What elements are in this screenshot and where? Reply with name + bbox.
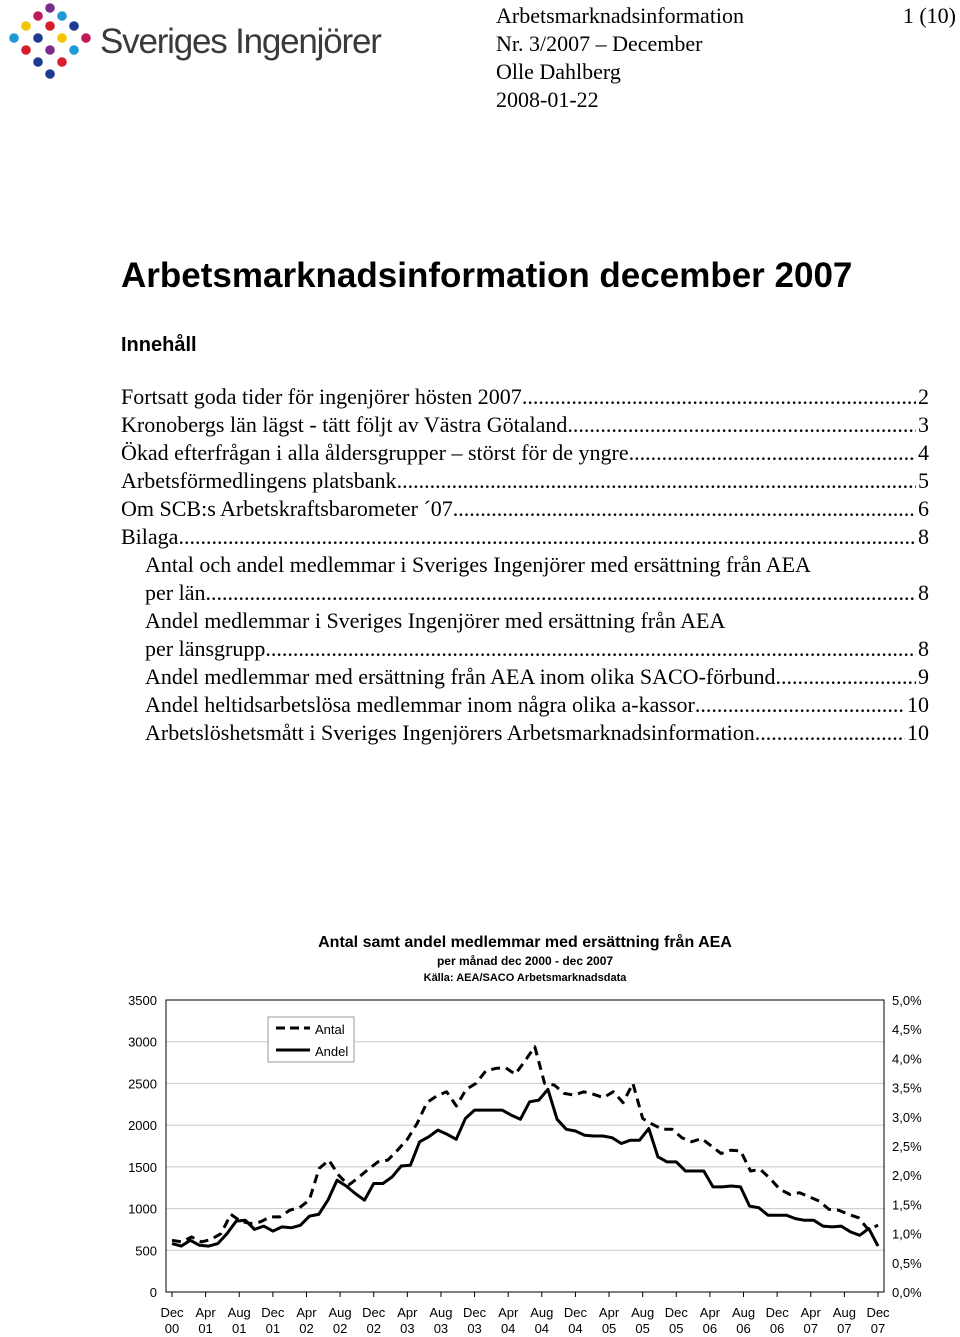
document-header: [496, 2, 744, 114]
x-tick-label-year: 06: [736, 1321, 751, 1336]
x-tick-label-year: 00: [164, 1321, 180, 1336]
legend-antal-label: Antal: [315, 1022, 345, 1037]
y-left-tick-label: 500: [135, 1243, 157, 1259]
toc-leader-dots: [567, 411, 916, 439]
y-right-tick-label: 0,5%: [892, 1255, 922, 1271]
toc-entry-text: Kronobergs län lägst - tätt följt av Västra Götaland: [121, 412, 568, 437]
toc-entry-text: Om SCB:s Arbetskraftsbarometer ´07: [121, 496, 453, 521]
x-tick-label-month: Aug: [631, 1305, 655, 1320]
x-tick-label-month: Aug: [832, 1305, 856, 1320]
logo-dots-icon: [4, 0, 100, 86]
table-of-contents: [121, 383, 929, 747]
y-left-tick-label: 2500: [128, 1076, 157, 1092]
header-line-issue: Nr. 3/2007 – December: [496, 31, 703, 56]
x-tick-label-year: 05: [601, 1321, 617, 1336]
toc-entry-text: Bilaga: [121, 524, 179, 549]
sveriges-ingenjorer-logo: [4, 0, 404, 86]
x-tick-label-year: 02: [366, 1321, 381, 1336]
toc-entry[interactable]: [121, 411, 929, 439]
chart-series: [172, 1047, 878, 1246]
y-right-tick-label: 5,0%: [892, 993, 922, 1008]
toc-entry-text: per län: [145, 580, 206, 605]
x-tick-label-year: 03: [433, 1321, 449, 1336]
x-tick-label-month: Aug: [429, 1305, 453, 1320]
toc-entry-page: 10: [907, 692, 929, 717]
document-title: Arbetsmarknadsinformation december 2007: [121, 256, 853, 295]
toc-entry-text: per länsgrupp: [145, 636, 266, 661]
y-right-tick-label: 2,5%: [892, 1139, 922, 1154]
x-tick-label-month: Apr: [598, 1305, 620, 1320]
x-axis: [160, 1292, 890, 1336]
x-tick-label-month: Aug: [731, 1305, 756, 1320]
toc-entry-page: 8: [918, 580, 929, 605]
y-axis-right: [892, 993, 922, 1300]
x-tick-label-month: Apr: [296, 1305, 317, 1320]
y-right-tick-label: 3,5%: [892, 1080, 922, 1096]
toc-entry[interactable]: [121, 663, 929, 691]
x-tick-label-year: 05: [669, 1321, 684, 1336]
toc-leader-dots: [178, 523, 916, 551]
toc-entry-page: 10: [907, 720, 929, 745]
chart-gridlines: [166, 1042, 884, 1251]
x-tick-label-year: 06: [702, 1321, 718, 1336]
chart-legend: [268, 1017, 354, 1062]
toc-entry[interactable]: [121, 551, 929, 579]
toc-entry-page: 6: [918, 496, 929, 521]
x-tick-label-year: 07: [803, 1321, 818, 1336]
toc-entry[interactable]: [121, 607, 929, 635]
y-right-tick-label: 1,0%: [892, 1226, 922, 1242]
y-right-tick-label: 4,0%: [892, 1051, 922, 1067]
x-tick-label-month: Apr: [195, 1305, 216, 1320]
toc-leader-dots: [695, 691, 905, 719]
toc-entry[interactable]: [121, 635, 929, 663]
toc-entry-text: Arbetslöshetsmått i Sveriges Ingenjörers Arbetsmarknadsinformation: [145, 720, 755, 745]
series-line-andel: [172, 1089, 878, 1246]
y-left-tick-label: 3000: [128, 1034, 157, 1050]
x-tick-label-month: Dec: [765, 1305, 789, 1320]
x-tick-label-month: Apr: [800, 1305, 821, 1320]
toc-entry-text: Andel medlemmar med ersättning från AEA inom olika SACO-förbund: [145, 664, 776, 689]
aea-chart: [0, 920, 960, 1337]
toc-entry[interactable]: [121, 439, 929, 467]
x-tick-label-month: Aug: [227, 1305, 251, 1320]
toc-entry[interactable]: [121, 495, 929, 523]
y-left-tick-label: 1500: [128, 1159, 157, 1175]
x-tick-label-year: 04: [568, 1321, 583, 1336]
x-tick-label-month: Dec: [160, 1305, 184, 1320]
toc-entry-text: Ökad efterfrågan i alla åldersgrupper – störst för de yngre: [121, 440, 629, 465]
header-line-date: 2008-01-22: [496, 87, 599, 112]
x-tick-label-year: 04: [500, 1321, 516, 1336]
toc-leader-dots: [397, 467, 916, 495]
toc-entry-text: Andel medlemmar i Sveriges Ingenjörer med ersättning från AEA: [145, 608, 726, 633]
x-tick-label-year: 01: [265, 1321, 281, 1336]
y-right-tick-label: 1,5%: [892, 1197, 922, 1213]
toc-leader-dots: [755, 719, 905, 747]
x-tick-label-month: Apr: [397, 1305, 418, 1320]
toc-entry-page: 5: [918, 468, 929, 493]
toc-entry-page: 8: [918, 636, 929, 661]
toc-entry[interactable]: [121, 523, 929, 551]
x-tick-label-month: Apr: [498, 1305, 519, 1320]
x-tick-label-month: Dec: [664, 1305, 688, 1320]
toc-entry-page: 3: [918, 412, 929, 437]
x-tick-label-year: 02: [332, 1321, 348, 1336]
toc-entry[interactable]: [121, 719, 929, 747]
toc-entry-page: 8: [918, 524, 929, 549]
toc-entry[interactable]: [121, 383, 929, 411]
toc-entry-text: Arbetsförmedlingens platsbank: [121, 468, 397, 493]
y-right-tick-label: 2,0%: [892, 1168, 922, 1184]
x-tick-label-month: Aug: [328, 1305, 352, 1320]
toc-leader-dots: [453, 495, 916, 523]
y-right-tick-label: 4,5%: [892, 1022, 922, 1038]
y-right-tick-label: 0,0%: [892, 1285, 922, 1300]
toc-leader-dots: [776, 663, 916, 691]
x-tick-label-month: Dec: [463, 1305, 487, 1320]
page-number: 1 (10): [902, 3, 956, 28]
header-line-publication: Arbetsmarknadsinformation: [496, 3, 745, 28]
x-tick-label-month: Aug: [530, 1305, 554, 1320]
x-tick-label-month: Dec: [563, 1305, 587, 1320]
toc-entry[interactable]: [121, 691, 929, 719]
x-tick-label-month: Apr: [699, 1305, 721, 1320]
toc-entry[interactable]: [121, 467, 929, 495]
x-tick-label-year: 01: [198, 1321, 213, 1336]
x-tick-label-year: 04: [534, 1321, 550, 1336]
y-left-tick-label: 2000: [128, 1118, 157, 1134]
x-tick-label-year: 06: [769, 1321, 785, 1336]
chart-title: Antal samt andel medlemmar med ersättning från AEA: [318, 934, 732, 951]
x-tick-label-year: 07: [870, 1321, 886, 1336]
toc-heading: Innehåll: [121, 334, 197, 356]
series-line-antal: [172, 1047, 878, 1242]
y-axis-left: [128, 993, 157, 1300]
x-tick-label-month: Dec: [866, 1305, 890, 1320]
x-tick-label-year: 05: [635, 1321, 650, 1336]
toc-leader-dots: [205, 579, 916, 607]
header-line-author: Olle Dahlberg: [496, 59, 621, 84]
y-left-tick-label: 3500: [128, 993, 157, 1008]
chart-source: Källa: AEA/SACO Arbetsmarknadsdata: [423, 972, 627, 984]
x-tick-label-year: 07: [837, 1321, 852, 1336]
x-tick-label-year: 03: [400, 1321, 415, 1336]
x-tick-label-month: Dec: [362, 1305, 386, 1320]
toc-entry-text: Andel heltidsarbetslösa medlemmar inom några olika a-kassor: [145, 692, 695, 717]
toc-entry[interactable]: [121, 579, 929, 607]
x-tick-label-year: 02: [299, 1321, 314, 1336]
x-tick-label-year: 03: [467, 1321, 482, 1336]
toc-entry-page: 4: [918, 440, 929, 465]
toc-entry-page: 9: [918, 664, 929, 689]
x-tick-label-year: 01: [232, 1321, 247, 1336]
y-left-tick-label: 1000: [128, 1201, 157, 1217]
legend-andel-label: Andel: [315, 1044, 349, 1059]
toc-leader-dots: [629, 439, 916, 467]
chart-subtitle: per månad dec 2000 - dec 2007: [436, 954, 614, 968]
x-tick-label-month: Dec: [261, 1305, 285, 1320]
toc-leader-dots: [522, 383, 916, 411]
toc-entry-text: Antal och andel medlemmar i Sveriges Ingenjörer med ersättning från AEA: [145, 552, 811, 577]
toc-leader-dots: [265, 635, 916, 663]
toc-entry-page: 2: [918, 384, 929, 409]
y-right-tick-label: 3,0%: [892, 1109, 922, 1125]
y-left-tick-label: 0: [149, 1285, 157, 1300]
logo-text: Sveriges Ingenjörer: [100, 22, 381, 61]
toc-entry-text: Fortsatt goda tider för ingenjörer hösten 2007: [121, 384, 522, 409]
